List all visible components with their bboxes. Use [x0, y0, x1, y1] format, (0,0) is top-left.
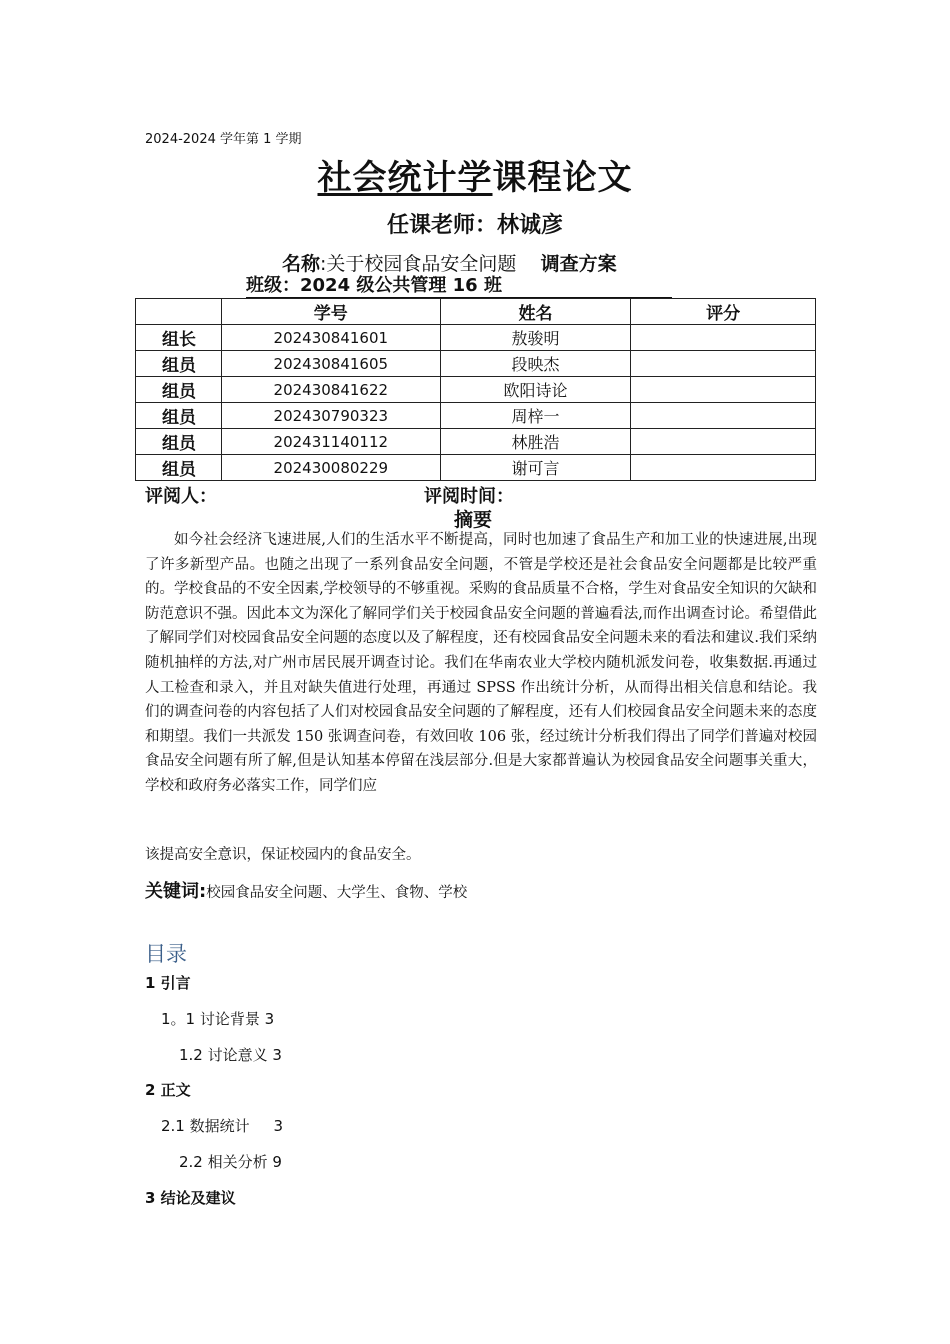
project-label: 名称: [282, 253, 321, 275]
keywords-label: 关键词:: [145, 881, 207, 902]
student-id-cell: 202430841622: [221, 377, 440, 403]
student-name-cell: 段映杰: [440, 351, 631, 377]
score-cell: [631, 429, 816, 455]
student-name-cell: 敖骏明: [440, 325, 631, 351]
toc-item[interactable]: 3 结论及建议: [145, 1189, 236, 1207]
student-name-cell: 林胜浩: [440, 429, 631, 455]
title-underlined-part: 社会统计学: [317, 158, 493, 198]
score-cell: [631, 351, 816, 377]
toc-item[interactable]: 1 引言: [145, 974, 191, 992]
score-cell: [631, 325, 816, 351]
table-header-row: [136, 299, 816, 325]
teacher-line: 任课老师：林诚彦: [386, 213, 563, 238]
role-cell: 组员: [136, 377, 222, 403]
student-id-cell: 202430790323: [221, 403, 440, 429]
project-name-line: [282, 249, 617, 276]
table-row: [136, 351, 816, 377]
table-row: [136, 429, 816, 455]
toc-item[interactable]: 1。1 讨论背景 3: [161, 1010, 275, 1028]
member-table: [135, 298, 816, 481]
toc-item[interactable]: 2 正文: [145, 1081, 191, 1099]
table-row: [136, 403, 816, 429]
review-time-label: 评阅时间：: [424, 486, 514, 507]
class-line: 班级：2024 级公共管理 16 班: [246, 275, 672, 298]
abstract-body: 如今社会经济飞速进展,人们的生活水平不断提高，同时也加速了食品生产和加工业的快速进展,出现了许多新型产品。也随之出现了一系列食品安全问题，不管是学校还是社会食品安全问题都是比较严重的。学校食品的不安全因素,学校领导的不够重视。采购的食品质量不合格，学生对食品安全知识的欠缺和防范意识不强。因此本文为深化了解同学们关于校园食品安全问题的普遍看法,而作出调查讨论。希望借此了解同学们对校园食品安全问题的态度以及了解程度，还有校园食品安全问题未来的看法和建议.我们采纳随机抽样的方法,对广州市居民展开调查讨论。我们在华南农业大学校内随机派发问卷，收集数据.再通过人工检查和录入，并且对缺失值进行处理，再通过 SPSS 作出统计分析，从而得出相关信息和结论。我们的调查问卷的内容包括了人们对校园食品安全问题的了解程度，还有人们校园食品安全问题未来的态度和期望。我们一共派发 150 张调查问卷，有效回收 106 张，经过统计分析我们得出了同学们普遍对校园食品安全问题有所了解,但是认知基本停留在浅层部分.但是大家都普遍认为校园食品安全问题事关重大，学校和政府务必落实工作，同学们应: [145, 532, 817, 794]
keywords-line: [145, 877, 467, 903]
keywords-value: 校园食品安全问题、大学生、食物、学校: [206, 885, 468, 901]
role-cell: 组长: [136, 325, 222, 351]
semester-label: 2024-2024 学年第 1 学期: [145, 132, 302, 147]
table-header-cell: 学号: [221, 299, 440, 325]
table-row: [136, 455, 816, 481]
toc-item[interactable]: 2.1 数据统计 3: [161, 1117, 284, 1135]
role-cell: 组员: [136, 455, 222, 481]
student-id-cell: 202430841605: [221, 351, 440, 377]
table-header-cell: 评分: [631, 299, 816, 325]
student-name-cell: 谢可言: [440, 455, 631, 481]
title-rest-part: 课程论文: [492, 158, 633, 198]
abstract-last-line: 该提高安全意识，保证校园内的食品安全。: [145, 847, 421, 863]
student-name-cell: 欧阳诗论: [440, 377, 631, 403]
table-row: [136, 377, 816, 403]
student-id-cell: 202431140112: [221, 429, 440, 455]
toc-item[interactable]: 2.2 相关分析 9: [179, 1153, 282, 1171]
table-header-cell: [136, 299, 222, 325]
table-row: [136, 325, 816, 351]
role-cell: 组员: [136, 403, 222, 429]
project-value: :关于校园食品安全问题: [320, 253, 517, 275]
student-id-cell: 202430841601: [221, 325, 440, 351]
student-id-cell: 202430080229: [221, 455, 440, 481]
abstract-title: 摘要: [454, 509, 493, 531]
toc-title: 目录: [145, 942, 187, 966]
role-cell: 组员: [136, 351, 222, 377]
project-suffix: 调查方案: [540, 253, 617, 275]
page-title: [0, 150, 950, 199]
toc-item[interactable]: 1.2 讨论意义 3: [179, 1046, 282, 1064]
role-cell: 组员: [136, 429, 222, 455]
score-cell: [631, 377, 816, 403]
score-cell: [631, 455, 816, 481]
table-header-cell: 姓名: [440, 299, 631, 325]
score-cell: [631, 403, 816, 429]
reviewer-label: 评阅人：: [145, 486, 217, 507]
student-name-cell: 周梓一: [440, 403, 631, 429]
